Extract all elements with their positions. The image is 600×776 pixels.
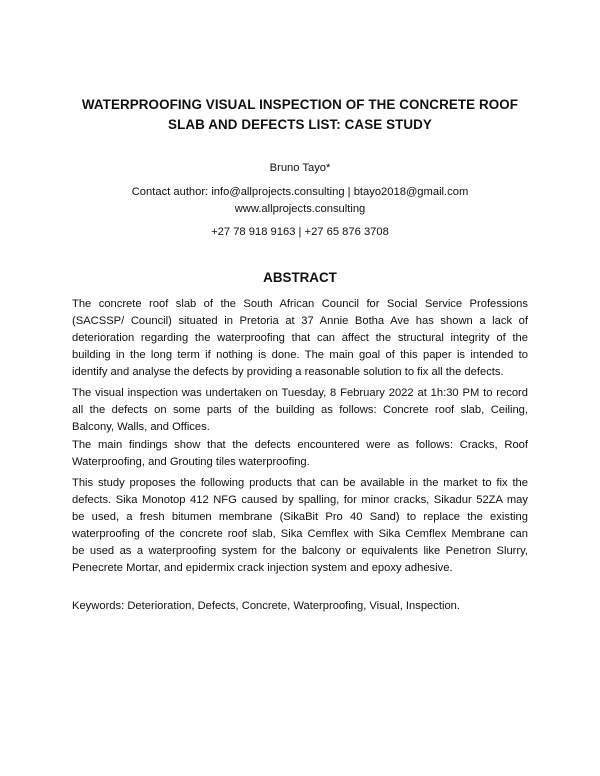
abstract-line: be used, a fresh bitumen membrane (SikaBit Pro 40 Sand) to replace the existing	[72, 511, 528, 523]
abstract-line: The main findings show that the defects encountered were as follows: Cracks, Roof	[72, 439, 528, 451]
abstract-paragraph-1	[72, 296, 528, 381]
abstract-line: deterioration regarding the waterproofing that can affect the structural integrity of the	[72, 332, 528, 344]
abstract-line: The concrete roof slab of the South African Council for Social Service Professions	[72, 298, 528, 310]
abstract-line: Penecrete Mortar, and epidermix crack injection system and epoxy adhesive.	[72, 562, 453, 574]
keywords: Keywords: Deterioration, Defects, Concrete, Waterproofing, Visual, Inspection.	[72, 600, 461, 612]
abstract-line: be used as a waterproofing system for the balcony or equivalents like Penetron Slurry,	[72, 545, 528, 557]
abstract-line: (SACSSP/ Council) situated in Pretoria at 37 Annie Botha Ave has shown a lack of	[72, 315, 528, 327]
contact-emails: Contact author: info@allprojects.consulting | btayo2018@gmail.com	[131, 186, 469, 198]
abstract-line: defects. Sika Monotop 412 NFG caused by spalling, for minor cracks, Sikadur 52ZA may	[72, 494, 528, 506]
abstract-line: building in the long term if nothing is done. The main goal of this paper is intended to	[72, 349, 528, 361]
abstract-paragraph-4	[72, 475, 528, 577]
abstract-paragraph-2	[72, 385, 528, 436]
abstract-line: waterproofing of the concrete roof slab, Sika Cemflex with Sika Cemflex Membrane can	[72, 528, 528, 540]
abstract-line: This study proposes the following products that can be available in the market to fix the	[72, 477, 528, 489]
title-line-1: WATERPROOFING VISUAL INSPECTION OF THE CONCRETE ROOF	[81, 97, 519, 112]
title-line-2: SLAB AND DEFECTS LIST: CASE STUDY	[168, 117, 432, 132]
abstract-line: Balcony, Walls, and Offices.	[72, 421, 210, 433]
abstract-line: Waterproofing, and Grouting tiles waterproofing.	[72, 456, 310, 468]
abstract-line: The visual inspection was undertaken on Tuesday, 8 February 2022 at 1h:30 PM to record	[72, 387, 528, 399]
author-name: Bruno Tayo*	[269, 162, 331, 174]
phone-numbers: +27 78 918 9163 | +27 65 876 3708	[211, 226, 389, 238]
abstract-heading: ABSTRACT	[263, 270, 337, 285]
paper-title	[60, 95, 540, 135]
abstract-line: identify and analyse the defects by providing a reasonable solution to fix all the defects.	[72, 366, 504, 378]
abstract-paragraph-3	[72, 437, 528, 471]
website: www.allprojects.consulting	[234, 203, 366, 215]
abstract-line: all the defects on some parts of the building as follows: Concrete roof slab, Ceiling,	[72, 404, 528, 416]
